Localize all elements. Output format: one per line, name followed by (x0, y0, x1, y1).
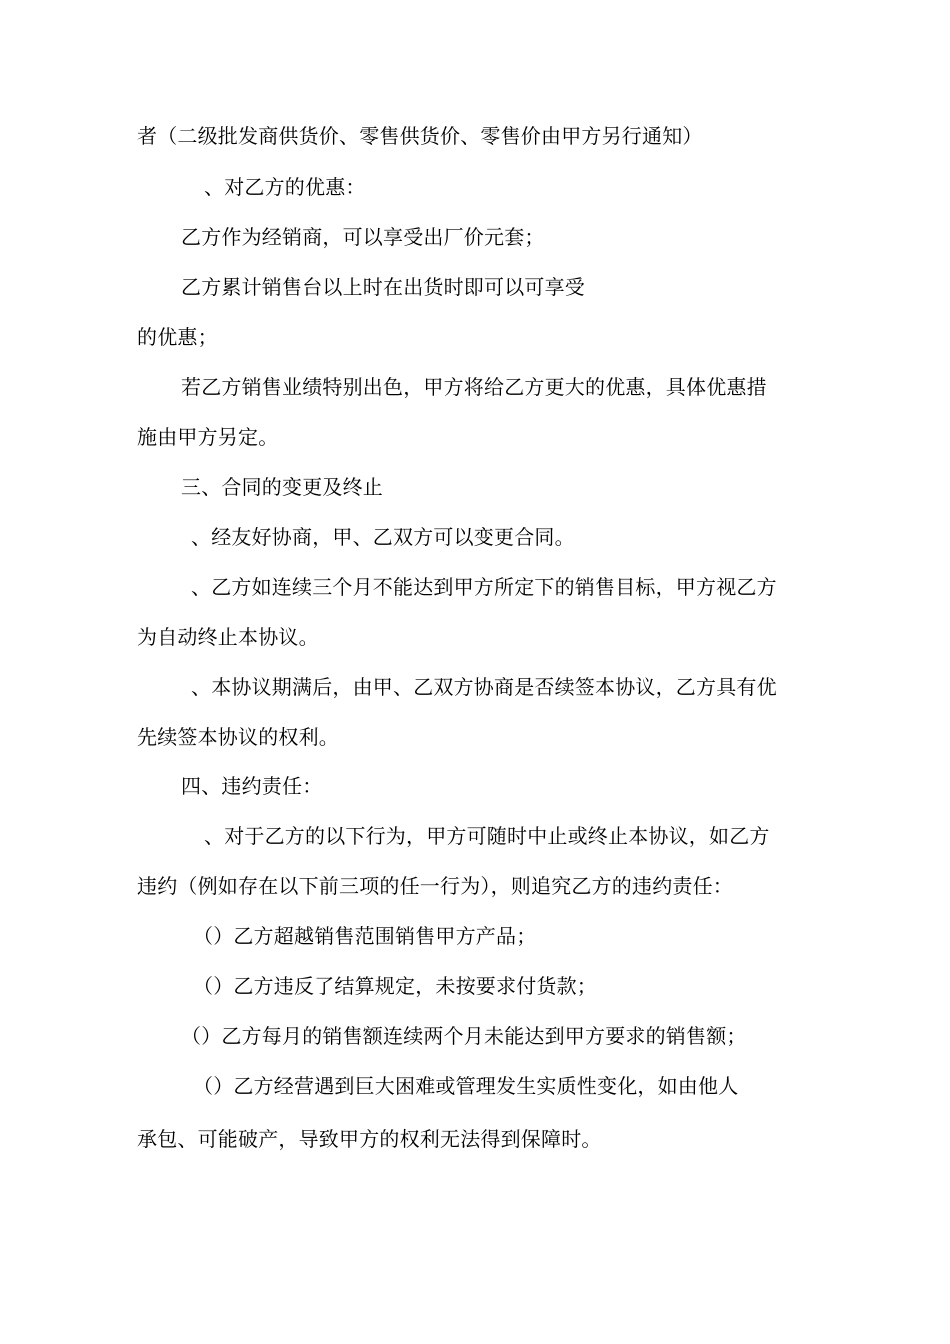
text-line-1: 者（二级批发商供货价、零售供货价、零售价由甲方另行通知） (137, 124, 703, 148)
text-line-15: 、对于乙方的以下行为，甲方可随时中止或终止本协议，如乙方 (204, 824, 770, 848)
list-item-2: （）乙方违反了结算规定，未按要求付货款； (193, 974, 597, 998)
text-line-16: 违约（例如存在以下前三项的任一行为），则追究乙方的违约责任： (137, 874, 733, 898)
text-line-7: 施由甲方另定。 (137, 425, 279, 449)
text-line-3: 乙方作为经销商，可以享受出厂价元套； (181, 225, 545, 249)
text-line-5: 的优惠； (137, 325, 218, 349)
text-line-11: 为自动终止本协议。 (137, 625, 319, 649)
section-heading-4: 四、违约责任： (181, 774, 323, 798)
text-line-6: 若乙方销售业绩特别出色，甲方将给乙方更大的优惠，具体优惠措 (181, 375, 767, 399)
text-line-13: 先续签本协议的权利。 (137, 725, 339, 749)
list-item-4: （）乙方经营遇到巨大困难或管理发生实质性变化，如由他人 (193, 1074, 739, 1098)
text-line-2: 、对乙方的优惠： (204, 175, 366, 199)
section-heading-3: 三、合同的变更及终止 (181, 475, 383, 499)
text-line-10: 、乙方如连续三个月不能达到甲方所定下的销售目标，甲方视乙方 (191, 575, 777, 599)
text-line-4: 乙方累计销售台以上时在出货时即可以可享受 (181, 275, 585, 299)
text-line-21: 承包、可能破产，导致甲方的权利无法得到保障时。 (137, 1127, 602, 1151)
list-item-3: （）乙方每月的销售额连续两个月未能达到甲方要求的销售额； (181, 1024, 747, 1048)
text-line-12: 、本协议期满后，由甲、乙双方协商是否续签本协议，乙方具有优 (191, 675, 777, 699)
text-line-9: 、经友好协商，甲、乙双方可以变更合同。 (191, 525, 575, 549)
list-item-1: （）乙方超越销售范围销售甲方产品； (193, 924, 537, 948)
